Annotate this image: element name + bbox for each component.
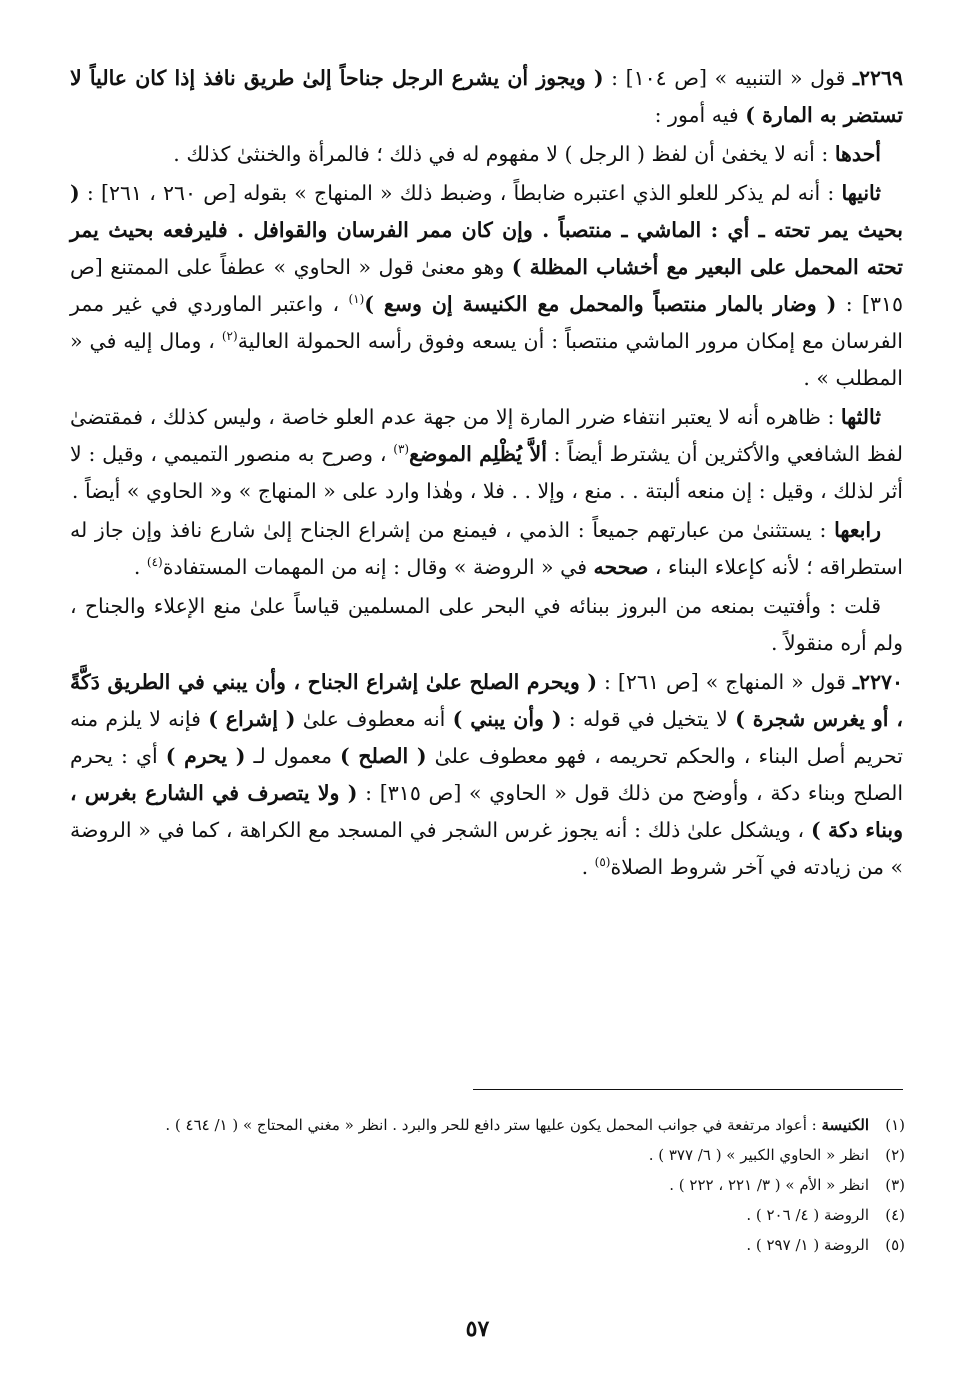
paragraph-third-point: ثالثها : ظاهره أنه لا يعتبر انتفاء ضرر المارة إلا من جهة عدم العلو خاصة ، وليس كذلك ، فمقتضىٰ لفظ الشافعي والأكثرين أن يشترط أيضاً : ألاَّ يُظْلِم الموضع$^{(٣)}$ ، وصرح به منصور التميمي ، وقيل : لا أثر لذلك ، وقيل : إن منعه ألبتة . . منع ، وإلا . . فلا ، وهٰذا وارد على « المنهاج » و« الحاوي » أيضاً . — [70, 405, 903, 503]
paragraph-2270: ٢٢٧٠ـ قول « المنهاج » [ص ٢٦١] : ( ويحرم الصلح علىٰ إشراع الجناح ، وأن يبني في الطريق دَكَّةً ، أو يغرس شجرة ) لا يتخيل في قوله : ( وأن يبني ) أنه معطوف علىٰ ( إشراع ) فإنه لا يلزم منه تحريم أصل البناء ، والحكم تحريمه ، فهو معطوف علىٰ ( الصلح ) معمول لـ ( يحرم ) أي : يحرم الصلح وبناء دكة ، وأوضح من ذلك قول « الحاوي » [ص ٣١٥] : ( ولا يتصرف في الشارع بغرس ، وبناء دكة ) ، ويشكل علىٰ ذلك : أنه يجوز غرس الشجر في المسجد مع الكراهة ، كما في « الروضة » من زيادته في آخر شروط الصلاة$^{(٥)}$ . — [70, 670, 904, 879]
paragraph-fourth-point: رابعها : يستثنىٰ من عبارتهم جميعاً : الذمي ، فيمنع من إشراع الجناح إلىٰ شارع نافذ وإن جاز له استطراقه ؛ لأنه كإعلاء البناء ، صححه في « الروضة » وقال : إنه من المهمات المستفادة$^{(٤)}$ . — [70, 518, 903, 579]
paragraph-author-note: قلت : وأفتيت بمنعه من البروز ببنائه في البحر على المسلمين قياساً علىٰ منع الإعلاء والجناح ، ولم أره منقولاً . — [70, 594, 903, 655]
quoted-text: ( ولا يتصرف في الشارع بغرس ، وبناء دكة ) — [70, 781, 903, 842]
footnote-ref: (٢) — [221, 329, 238, 344]
paragraph-first-point: أحدها : أنه لا يخفىٰ أن لفظ ( الرجل ) لا مفهوم له في ذلك ؛ فالمرأة والخنثىٰ كذلك . — [173, 142, 881, 166]
quoted-text: ( وضار بالمار منتصباً والمحمل مع الكنيسة إن وسع ) — [364, 292, 837, 316]
issue-number: ٢٢٧٠ـ — [852, 670, 903, 694]
quoted-text: ( ويجوز أن يشرع الرجل جناحاً إلىٰ طريق نافذ إذا كان عالياً لا تستضر به المارة ) — [70, 66, 903, 127]
footnote-4: (٤) الروضة ( ٤/ ٢٠٦ ) . — [746, 1206, 905, 1224]
footnote-ref: (٥) — [594, 855, 611, 870]
footnote-ref: (٣) — [393, 442, 410, 457]
footnote-ref: (٤) — [146, 555, 163, 570]
quoted-text: ألاَّ يُظْلِم الموضع — [409, 442, 547, 466]
footnote-2: (٢) انظر « الحاوي الكبير » ( ٦/ ٣٧٧ ) . — [648, 1146, 905, 1164]
quoted-text: ( بحيث يمر تحته ـ أي : الماشي ـ منتصباً . وإن كان ممر الفرسان والقوافل . فليرفعه بحيث يمر تحته المحمل على البعير مع أخشاب المظلة ) — [70, 181, 903, 279]
footnote-1: (١) الكنيسة : أعواد مرتفعة في جوانب المحمل يكون عليها ستر دافع للحر والبرد . انظر « مغني المحتاج » ( ١/ ٤٦٤ ) . — [165, 1116, 905, 1134]
footnote-separator — [473, 1089, 903, 1090]
issue-number: ٢٢٦٩ـ — [852, 66, 904, 90]
main-text — [70, 60, 903, 886]
footnote-ref: (١) — [348, 292, 365, 307]
footnote-3: (٣) انظر « الأم » ( ٣/ ٢٢١ ، ٢٢٢ ) . — [669, 1176, 905, 1194]
quoted-text: ( ويحرم الصلح علىٰ إشراع الجناح ، وأن يبني في الطريق دَكَّةً ، أو يغرس شجرة ) — [70, 670, 904, 731]
footnotes — [80, 1110, 905, 1260]
paragraph-second-point: ثانيها : أنه لم يذكر للعلو الذي اعتبره ضابطاً ، وضبط ذلك « المنهاج » بقوله [ص ٢٦٠ ، ٢٦١] : ( بحيث يمر تحته ـ أي : الماشي ـ منتصباً . وإن كان ممر الفرسان والقوافل . فليرفعه بحيث يمر تحته المحمل على البعير مع أخشاب المظلة ) وهو معنىٰ قول « الحاوي » عطفاً على الممتنع [ص ٣١٥] : ( وضار بالمار منتصباً والمحمل مع الكنيسة إن وسع )$^{(١)}$ ، واعتبر الماوردي في غير ممر الفرسان مع إمكان مرور الماشي منتصباً : أن يسعه وفوق رأسه الحمولة العالية$^{(٢)}$ ، ومال إليه في « المطلب » . — [70, 181, 904, 390]
page-number: ٥٧ — [465, 1316, 490, 1342]
footnote-5: (٥) الروضة ( ١/ ٢٩٧ ) . — [746, 1236, 905, 1254]
paragraph-2269: ٢٢٦٩ـ قول « التنبيه » [ص ١٠٤] : ( ويجوز أن يشرع الرجل جناحاً إلىٰ طريق نافذ إذا كان عالياً لا تستضر به المارة ) فيه أمور : — [70, 66, 904, 127]
